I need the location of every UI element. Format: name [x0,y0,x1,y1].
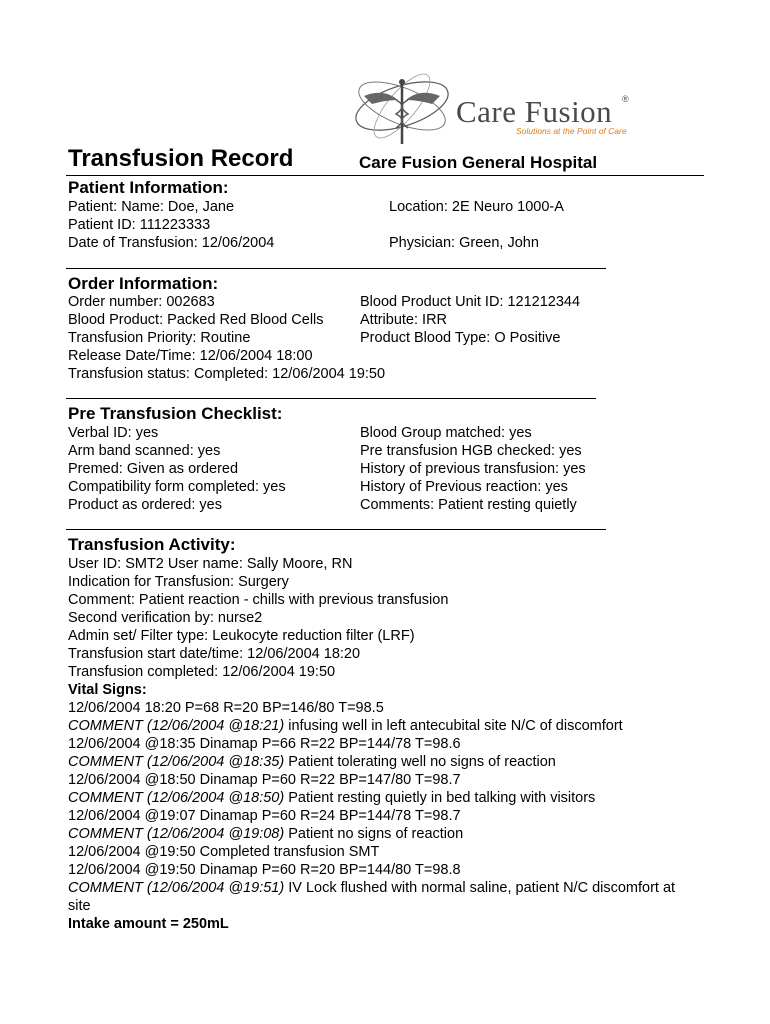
checklist-divider [66,529,606,530]
registered-mark: ® [622,94,629,104]
patient-divider [66,268,606,269]
order-unit-id: Blood Product Unit ID: 121212344 [360,294,581,310]
vital-text: 12/06/2004 18:20 P=68 R=20 BP=146/80 T=98.5 [68,700,384,716]
checklist-item: Product as ordered: yes [68,497,222,513]
vital-entry [68,717,623,735]
order-line: Release Date/Time: 12/06/2004 18:00 [68,348,313,364]
logo-name: Care Fusion [456,94,613,129]
vital-entry [68,879,675,897]
hospital-name: Care Fusion General Hospital [359,153,598,172]
order-line: Order number: 002683 [68,294,215,310]
checklist-item: Compatibility form completed: yes [68,479,286,495]
checklist-item: Pre transfusion HGB checked: yes [360,443,582,459]
patient-location: Location: 2E Neuro 1000-A [389,199,564,215]
vital-entry [68,897,91,915]
vital-text: IV Lock flushed with normal saline, patient N/C discomfort at [284,880,676,896]
vital-text: site [68,898,91,914]
checklist-heading: Pre Transfusion Checklist: [68,404,283,423]
activity-line: User ID: SMT2 User name: Sally Moore, RN [68,556,353,572]
vital-entry [68,753,556,771]
vital-entry [68,789,595,807]
vital-entry [68,771,461,789]
vital-comment: COMMENT (12/06/2004 @19:51) [68,880,285,896]
patient-id: Patient ID: 111223333 [68,217,211,233]
vital-signs-heading: Vital Signs: [68,682,147,698]
vital-comment: COMMENT (12/06/2004 @18:35) [68,754,285,770]
vital-comment: COMMENT (12/06/2004 @18:50) [68,790,285,806]
order-attribute: Attribute: IRR [360,312,448,328]
patient-name: Patient: Name: Doe, Jane [68,199,235,215]
checklist-item: Comments: Patient resting quietly [360,497,577,513]
vital-text: 12/06/2004 @18:35 Dinamap P=66 R=22 BP=144/78 T=98.6 [68,736,461,752]
vital-text: 12/06/2004 @19:50 Dinamap P=60 R=20 BP=144/80 T=98.8 [68,862,461,878]
logo-tagline: Solutions at the Point of Care [516,126,627,136]
activity-line: Admin set/ Filter type: Leukocyte reduction filter (LRF) [68,628,415,644]
vital-text: infusing well in left antecubital site N/C of discomfort [284,718,623,734]
vital-comment: COMMENT (12/06/2004 @19:08) [68,826,285,842]
checklist-item: Verbal ID: yes [68,425,159,441]
vital-text: Patient tolerating well no signs of reaction [284,754,556,770]
vital-entry [68,861,461,879]
checklist-item: Premed: Given as ordered [68,461,239,477]
vital-text: Patient resting quietly in bed talking with visitors [284,790,596,806]
header-divider [66,175,704,176]
activity-line: Indication for Transfusion: Surgery [68,574,289,590]
checklist-item: Blood Group matched: yes [360,425,532,441]
order-info-heading: Order Information: [68,274,219,293]
activity-line: Second verification by: nurse2 [68,610,263,626]
order-line: Transfusion status: Completed: 12/06/2004 19:50 [68,366,386,382]
activity-line: Transfusion completed: 12/06/2004 19:50 [68,664,336,680]
vital-text: 12/06/2004 @19:50 Completed transfusion SMT [68,844,380,860]
vital-text: Patient no signs of reaction [284,826,464,842]
vital-comment: COMMENT (12/06/2004 @18:21) [68,718,285,734]
activity-line: Transfusion start date/time: 12/06/2004 18:20 [68,646,361,662]
checklist-item: History of Previous reaction: yes [360,479,568,495]
order-blood-type: Product Blood Type: O Positive [360,330,561,346]
transfusion-date: Date of Transfusion: 12/06/2004 [68,235,275,251]
vital-entry [68,825,463,843]
care-fusion-logo [350,66,650,156]
order-divider [66,398,596,399]
activity-heading: Transfusion Activity: [68,535,236,554]
activity-line: Comment: Patient reaction - chills with previous transfusion [68,592,449,608]
vital-entry [68,843,379,861]
checklist-item: History of previous transfusion: yes [360,461,586,477]
vital-entry [68,807,461,825]
patient-info-heading: Patient Information: [68,178,229,197]
vital-entry [68,735,461,753]
order-line: Blood Product: Packed Red Blood Cells [68,312,324,328]
page-title: Transfusion Record [68,145,294,172]
order-line: Transfusion Priority: Routine [68,330,251,346]
intake-amount: Intake amount = 250mL [68,916,229,932]
vital-text: 12/06/2004 @19:07 Dinamap P=60 R=24 BP=144/78 T=98.7 [68,808,461,824]
checklist-item: Arm band scanned: yes [68,443,221,459]
physician: Physician: Green, John [389,235,539,251]
vital-entry [68,699,384,717]
vital-text: 12/06/2004 @18:50 Dinamap P=60 R=22 BP=147/80 T=98.7 [68,772,461,788]
